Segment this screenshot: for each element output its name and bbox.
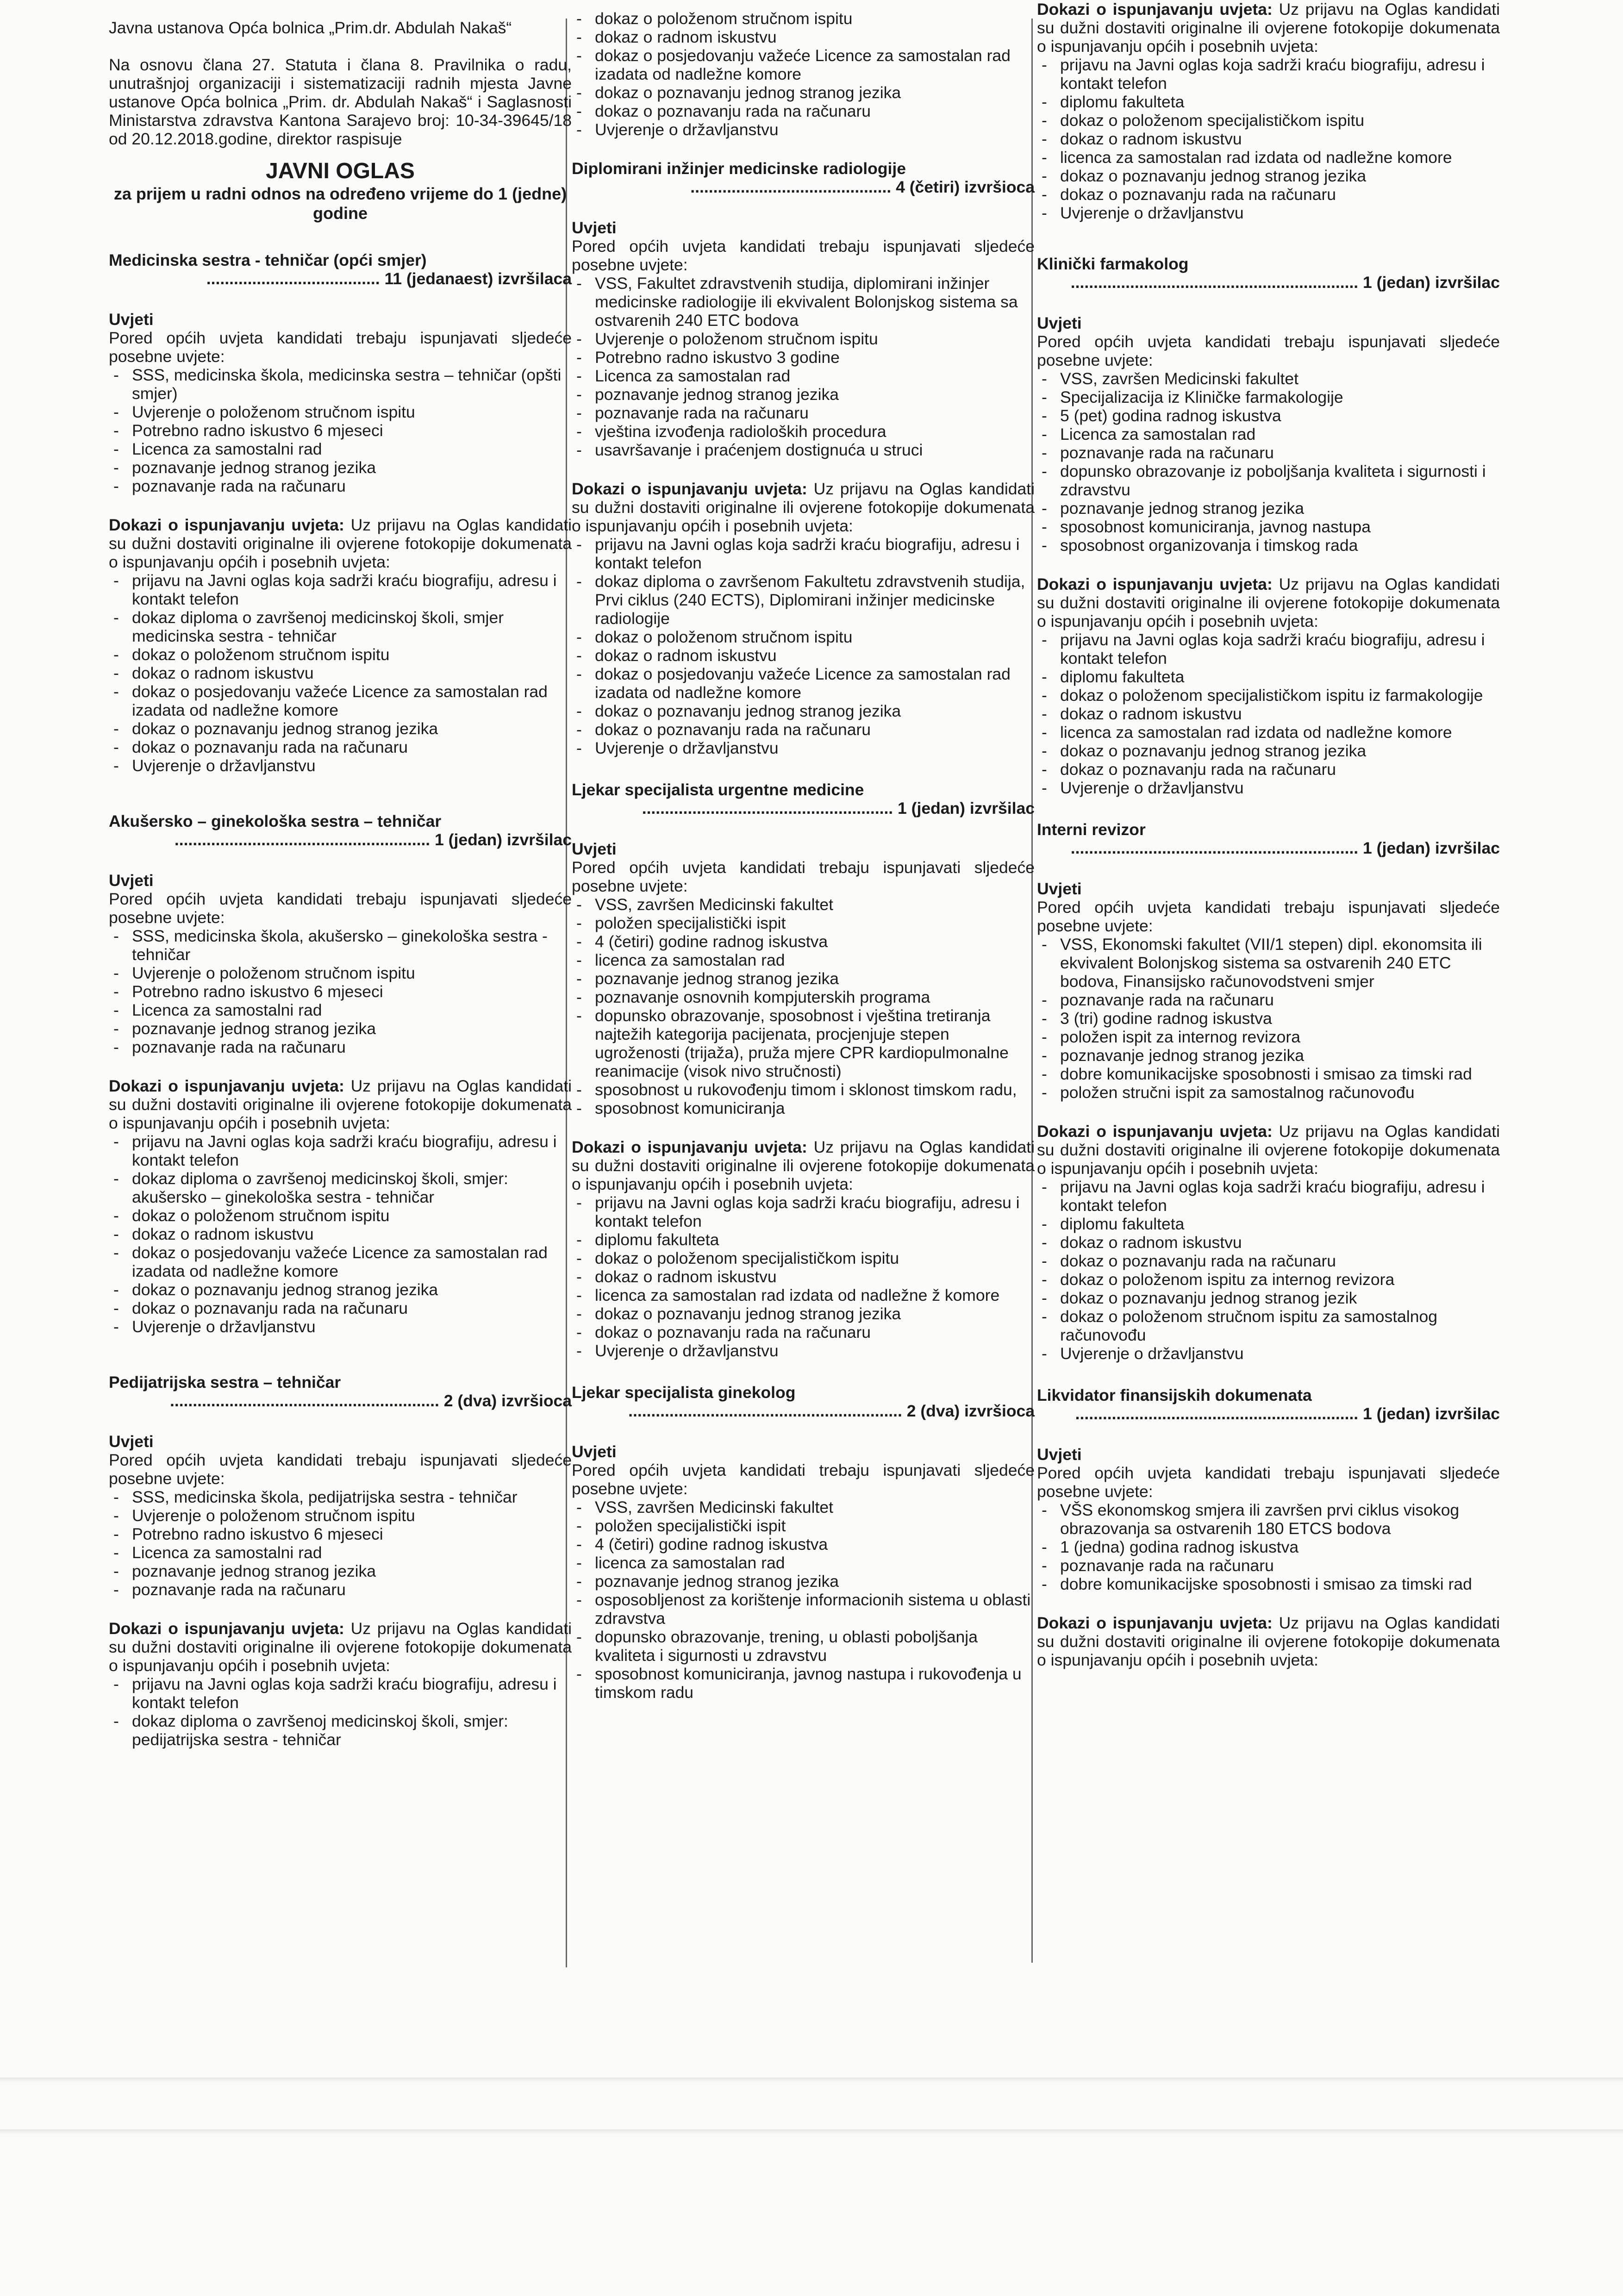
list-item: - dokaz o položenom stručnom ispitu [572,9,1035,28]
list-item: - dokaz o radnom iskustvu [572,28,1035,46]
list-item: - poznavanje jednog stranog jezika [1037,499,1500,518]
list-item: - sposobnost komuniciranja, javnog nastupa [1037,518,1500,536]
ad-subtitle: za prijem u radni odnos na određeno vrijeme do 1 (jedne) godine [113,184,567,223]
list-item: - dokaz o poznavanju jednog stranog jezika [1037,742,1500,760]
list-item: - 5 (pet) godina radnog iskustva [1037,406,1500,425]
list-item: - licenca za samostalan rad [572,951,1035,969]
list-item: - VŠS ekonomskog smjera ili završen prvi ciklus visokog obrazovanja sa ostvarenih 180 ETCS bodova [1037,1501,1500,1538]
list-item: - Uvjerenje o državljanstvu [109,1317,572,1336]
list-item: - dokaz o poznavanju jednog stranog jezika [1037,167,1500,185]
position-gynecologist [572,1383,1035,1702]
proofs-intro [109,516,572,571]
list-item: - dokaz diploma o završenom Fakultetu zdravstvenih studija, Prvi ciklus (240 ECTS), Diplomirani inžinjer medicinske radiologije [572,572,1035,628]
list-item: - diplomu fakulteta [1037,1215,1500,1233]
proofs-text: Uz prijavu na Oglas kandidati su dužni dostaviti originalne ili ovjerene fotokopije dokumenata o ispunjavanju općih i posebnih uvjeta: [1037,1122,1500,1178]
conditions-heading: Uvjeti [572,1442,617,1461]
list-item: - sposobnost u rukovođenju timom i sklonost timskom radu, [572,1080,1035,1099]
list-item: - položen specijalistički ispit [572,914,1035,932]
list-item: - poznavanje rada na računaru [109,1580,572,1599]
position-count: ........................................................ 1 (jedan) izvršilac [174,830,572,849]
proofs-intro-truncated [1037,1614,1500,1669]
list-item: - diplomu fakulteta [1037,668,1500,686]
ad-title: JAVNI OGLAS [266,159,415,183]
list-item: - dokaz o radnom iskustvu [1037,705,1500,723]
list-item: - poznavanje rada na računaru [109,477,572,495]
conditions-list [572,895,1035,1117]
list-item: - dokaz o položenom specijalističkom ispitu [1037,111,1500,130]
list-item: - dokaz o položenom stručnom ispitu [572,628,1035,646]
list-item: - Licenca za samostalni rad [109,1543,572,1562]
list-item: - Uvjerenje o državljanstvu [572,1341,1035,1360]
list-item: - dokaz o poznavanju jednog stranog jezika [572,83,1035,102]
proofs-text: Uz prijavu na Oglas kandidati su dužni dostaviti originalne ili ovjerene fotokopije dokumenata o ispunjavanju općih i posebnih uvjeta: [1037,1614,1500,1669]
position-financial-liquidator [1037,1386,1500,1669]
conditions-heading: Uvjeti [572,218,617,237]
position-title: Likvidator finansijskih dokumenata [1037,1386,1312,1404]
list-item: - dokaz o radnom iskustvu [1037,1233,1500,1252]
conditions-intro: Pored općih uvjeta kandidati trebaju ispunjavati sljedeće posebne uvjete: [572,237,1035,274]
list-item: - Uvjerenje o položenom stručnom ispitu [109,1506,572,1525]
list-item: - Uvjerenje o državljanstvu [1037,204,1500,222]
conditions-heading: Uvjeti [1037,314,1082,332]
list-item: - dokaz o položenom specijalističkom ispitu iz farmakologije [1037,686,1500,705]
list-item: - dobre komunikacijske sposobnosti i smisao za timski rad [1037,1065,1500,1083]
position-obstetric-nurse [109,812,572,1336]
list-item: - prijavu na Javni oglas koja sadrži kraću biografiju, adresu i kontakt telefon [109,571,572,608]
list-item: - Uvjerenje o državljanstvu [1037,1344,1500,1363]
list-item: - dokaz o poznavanju jednog stranog jezika [109,719,572,738]
conditions-list [109,1488,572,1599]
list-item: - prijavu na Javni oglas koja sadrži kraću biografiju, adresu i kontakt telefon [109,1675,572,1712]
position-count: ............................................................ 2 (dva) izvršioca [628,1402,1035,1420]
list-item: - sposobnost komuniciranja [572,1099,1035,1117]
legal-basis: Na osnovu člana 27. Statuta i člana 8. Pravilnika o radu, unutrašnjoj organizaciji i sistematizaciji radnih mjesta Javne ustanove Opća bolnica „Prim. dr. Abdulah Nakaš“ i Saglasnosti Ministarstva zdravstva Kantona Sarajevo broj: 10-34-39645/18 od 20.12.2018.godine, direktor raspisuje [109,56,572,148]
page-fold [0,2078,1623,2082]
list-item: - dopunsko obrazovanje iz poboljšanja kvaliteta i sigurnosti i zdravstvu [1037,462,1500,499]
list-item: - SSS, medicinska škola, pedijatrijska sestra - tehničar [109,1488,572,1506]
position-count: ............................................ 4 (četiri) izvršioca [690,178,1035,196]
conditions-list [572,1498,1035,1702]
list-item: - Specijalizacija iz Kliničke farmakologije [1037,388,1500,406]
position-radiology-engineer [572,159,1035,757]
list-item: - Licenca za samostalan rad [572,367,1035,385]
position-clinical-pharmacologist [1037,255,1500,797]
list-item: - Licenca za samostalni rad [109,440,572,458]
list-item: - poznavanje rada na računaru [1037,991,1500,1009]
list-item: - dokaz o radnom iskustvu [109,1225,572,1243]
list-item: - dokaz o poznavanju jednog stranog jezik [1037,1289,1500,1307]
conditions-heading: Uvjeti [109,1432,154,1451]
list-item: - poznavanje rada na računaru [109,1038,572,1056]
proofs-list [1037,56,1500,222]
proofs-text: Uz prijavu na Oglas kandidati su dužni dostaviti originalne ili ovjerene fotokopije dokumenata o ispunjavanju općih i posebnih uvjeta: [572,480,1035,535]
list-item: - 3 (tri) godine radnog iskustva [1037,1009,1500,1028]
list-item: - dokaz o radnom iskustvu [109,664,572,682]
proofs-list [109,571,572,775]
list-item: - vještina izvođenja radioloških procedura [572,422,1035,441]
list-item: - prijavu na Javni oglas koja sadrži kraću biografiju, adresu i kontakt telefon [572,535,1035,572]
proofs-text: Uz prijavu na Oglas kandidati su dužni dostaviti originalne ili ovjerene fotokopije dokumenata o ispunjavanju općih i posebnih uvjeta: [109,1619,572,1675]
list-item: - dobre komunikacijske sposobnosti i smisao za timski rad [1037,1575,1500,1593]
proofs-intro [1037,0,1500,56]
proofs-list [1037,1178,1500,1363]
proofs-text: Uz prijavu na Oglas kandidati su dužni dostaviti originalne ili ovjerene fotokopije dokumenata o ispunjavanju općih i posebnih uvjeta: [1037,0,1500,56]
list-item: - dokaz o posjedovanju važeće Licence za samostalan rad izadata od nadležne komore [572,46,1035,83]
conditions-intro: Pored općih uvjeta kandidati trebaju ispunjavati sljedeće posebne uvjete: [1037,332,1500,369]
list-item: - usavršavanje i praćenjem dostignuća u struci [572,441,1035,459]
list-item: - VSS, Fakultet zdravstvenih studija, diplomirani inžinjer medicinske radiologije ili ekvivalent Bolonjskog sistema sa ostvarenih 240 ETC bodova [572,274,1035,330]
list-item: - poznavanje jednog stranog jezika [572,385,1035,404]
list-item: - dokaz o poznavanju jednog stranog jezika [572,702,1035,720]
list-item: - dokaz o poznavanju rada na računaru [1037,185,1500,204]
list-item: - dokaz o položenom specijalističkom ispitu [572,1249,1035,1267]
column-1 [109,19,572,1749]
list-item: - Licenca za samostalni rad [109,1001,572,1019]
column-3 [1037,0,1500,1669]
institution-name: Javna ustanova Opća bolnica „Prim.dr. Abdulah Nakaš“ [109,19,512,37]
list-item: - položen ispit za internog revizora [1037,1028,1500,1046]
conditions-heading: Uvjeti [1037,880,1082,898]
list-item: - poznavanje rada na računaru [1037,443,1500,462]
list-item: - Potrebno radno iskustvo 6 mjeseci [109,421,572,440]
proofs-label: Dokazi o ispunjavanju uvjeta: [572,1138,807,1156]
list-item: - dokaz o poznavanju jednog stranog jezika [572,1304,1035,1323]
list-item: - Uvjerenje o položenom stručnom ispitu [109,964,572,982]
conditions-heading: Uvjeti [109,871,154,890]
list-item: - Uvjerenje o državljanstvu [572,120,1035,139]
conditions-list [572,274,1035,459]
list-item: - dokaz o položenom stručnom ispitu [109,645,572,664]
list-item: - poznavanje rada na računaru [572,404,1035,422]
proofs-list [109,1675,572,1749]
list-item: - SSS, medicinska škola, medicinska sestra – tehničar (opšti smjer) [109,366,572,403]
conditions-heading: Uvjeti [1037,1445,1082,1464]
list-item: - dopunsko obrazovanje, trening, u oblasti poboljšanja kvaliteta i sigurnosti u zdravstvu [572,1628,1035,1665]
position-title: Diplomirani inžinjer medicinske radiologije [572,159,906,178]
conditions-heading: Uvjeti [572,840,617,858]
list-item: - dokaz o položenom ispitu za internog revizora [1037,1270,1500,1289]
list-item: - licenca za samostalan rad izdata od nadležne komore [1037,723,1500,742]
proofs-intro [109,1619,572,1675]
list-item: - poznavanje jednog stranog jezika [109,1562,572,1580]
list-item: - 4 (četiri) godine radnog iskustva [572,932,1035,951]
list-item: - Licenca za samostalan rad [1037,425,1500,443]
list-item: - prijavu na Javni oglas koja sadrži kraću biografiju, adresu i kontakt telefon [1037,1178,1500,1215]
list-item: - poznavanje osnovnih kompjuterskih programa [572,988,1035,1006]
position-title: Interni revizor [1037,820,1146,839]
proofs-label: Dokazi o ispunjavanju uvjeta: [572,480,807,498]
conditions-intro: Pored općih uvjeta kandidati trebaju ispunjavati sljedeće posebne uvjete: [109,329,572,366]
proofs-intro [109,1077,572,1132]
proofs-intro [572,480,1035,535]
list-item: - VSS, završen Medicinski fakultet [1037,369,1500,388]
list-item: - licenca za samostalan rad [572,1554,1035,1572]
list-item: - dokaz diploma o završenoj medicinskoj školi, smjer: akušersko – ginekološka sestra - tehničar [109,1169,572,1206]
list-item: - Uvjerenje o državljanstvu [572,739,1035,757]
conditions-list [1037,935,1500,1102]
list-item: - dokaz o poznavanju rada na računaru [109,1299,572,1317]
list-item: - diplomu fakulteta [572,1230,1035,1249]
proofs-label: Dokazi o ispunjavanju uvjeta: [1037,575,1273,593]
list-item: - VSS, završen Medicinski fakultet [572,1498,1035,1516]
list-item: - VSS, Ekonomski fakultet (VII/1 stepen) dipl. ekonomsita ili ekvivalent Bolonjskog sistema sa ostvarenih 240 ETC bodova, Finansijsko računovodstveni smjer [1037,935,1500,991]
list-item: - SSS, medicinska škola, akušersko – ginekološka sestra - tehničar [109,927,572,964]
list-item: - Potrebno radno iskustvo 6 mjeseci [109,982,572,1001]
list-item: - dokaz o radnom iskustvu [572,1267,1035,1286]
list-item: - dokaz o radnom iskustvu [572,646,1035,665]
list-item: - poznavanje jednog stranog jezika [1037,1046,1500,1065]
position-count: ........................................................... 2 (dva) izvršioca [169,1391,572,1410]
list-item: - dokaz o poznavanju jednog stranog jezika [109,1280,572,1299]
conditions-intro: Pored općih uvjeta kandidati trebaju ispunjavati sljedeće posebne uvjete: [572,1461,1035,1498]
list-item: - dokaz o posjedovanju važeće Licence za samostalan rad izadata od nadležne komore [572,665,1035,702]
list-item: - diplomu fakulteta [1037,93,1500,111]
proofs-label: Dokazi o ispunjavanju uvjeta: [1037,0,1273,19]
list-item: - dokaz o poznavanju rada na računaru [1037,1252,1500,1270]
conditions-list [1037,1501,1500,1593]
position-title: Akušersko – ginekološka sestra – tehničar [109,812,442,830]
position-count: ....................................................... 1 (jedan) izvršilac [642,799,1035,817]
list-item: - dokaz o položenom stručnom ispitu [109,1206,572,1225]
list-item: - Uvjerenje o položenom stručnom ispitu [109,403,572,421]
list-item: - dopunsko obrazovanje, sposobnost i vještina tretiranja najtežih kategorija pacijenata, procjenjuje stepen ugroženosti (trijaža), pruža mjere CPR kardiopulmonalne reanimacije (visok nivo stručnosti) [572,1006,1035,1080]
proofs-label: Dokazi o ispunjavanju uvjeta: [1037,1614,1273,1632]
conditions-list [109,927,572,1056]
list-item: - poznavanje jednog stranog jezika [109,1019,572,1038]
list-item: - licenca za samostalan rad izdata od nadležne komore [1037,148,1500,167]
proofs-list [109,1132,572,1336]
position-count: ............................................................... 1 (jedan) izvršilac [1070,839,1500,857]
position-title: Klinički farmakolog [1037,255,1189,273]
list-item: - prijavu na Javni oglas koja sadrži kraću biografiju, adresu i kontakt telefon [109,1132,572,1169]
position-title: Ljekar specijalista urgentne medicine [572,780,864,799]
proofs-label: Dokazi o ispunjavanju uvjeta: [109,516,344,534]
position-title: Pedijatrijska sestra – tehničar [109,1373,341,1391]
list-item: - dokaz o poznavanju rada na računaru [572,102,1035,120]
list-item: - Potrebno radno iskustvo 3 godine [572,348,1035,367]
conditions-intro: Pored općih uvjeta kandidati trebaju ispunjavati sljedeće posebne uvjete: [1037,1464,1500,1501]
conditions-list [109,366,572,495]
list-item: - poznavanje jednog stranog jezika [572,1572,1035,1591]
proofs-intro [572,1138,1035,1193]
position-title: Medicinska sestra - tehničar (opći smjer) [109,251,427,269]
list-item: - Uvjerenje o državljanstvu [1037,779,1500,797]
position-pediatric-nurse [109,1373,572,1749]
list-item: - Uvjerenje o položenom stručnom ispitu [572,330,1035,348]
position-emergency-doctor [572,780,1035,1360]
list-item: - prijavu na Javni oglas koja sadrži kraću biografiju, adresu i kontakt telefon [572,1193,1035,1230]
position-count: ...................................... 11 (jedanaest) izvršilaca [206,269,572,288]
proofs-label: Dokazi o ispunjavanju uvjeta: [1037,1122,1273,1141]
list-item: - položen stručni ispit za samostalnog računovođu [1037,1083,1500,1102]
position-nurse-general [109,251,572,775]
list-item: - dokaz diploma o završenoj medicinskoj školi, smjer medicinska sestra - tehničar [109,608,572,645]
list-item: - položen specijalistički ispit [572,1516,1035,1535]
conditions-intro: Pored općih uvjeta kandidati trebaju ispunjavati sljedeće posebne uvjete: [1037,898,1500,935]
list-item: - VSS, završen Medicinski fakultet [572,895,1035,914]
conditions-intro: Pored općih uvjeta kandidati trebaju ispunjavati sljedeće posebne uvjete: [109,1451,572,1488]
list-item: - dokaz diploma o završenoj medicinskoj školi, smjer: pedijatrijska sestra - tehničar [109,1712,572,1749]
list-item: - dokaz o radnom iskustvu [1037,130,1500,148]
list-item: - poznavanje jednog stranog jezika [109,458,572,477]
list-item: - sposobnost komuniciranja, javnog nastupa i rukovođenja u timskom radu [572,1665,1035,1702]
proofs-list [572,1193,1035,1360]
list-item: - licenca za samostalan rad izdata od nadležne ž komore [572,1286,1035,1304]
proofs-label: Dokazi o ispunjavanju uvjeta: [109,1077,344,1095]
list-item: - prijavu na Javni oglas koja sadrži kraću biografiju, adresu i kontakt telefon [1037,56,1500,93]
proofs-intro [1037,1122,1500,1178]
proofs-intro [1037,575,1500,630]
list-item: - prijavu na Javni oglas koja sadrži kraću biografiju, adresu i kontakt telefon [1037,630,1500,668]
list-item: - dokaz o poznavanju rada na računaru [572,720,1035,739]
position-internal-auditor [1037,820,1500,1363]
proofs-text: Uz prijavu na Oglas kandidati su dužni dostaviti originalne ili ovjerene fotokopije dokumenata o ispunjavanju općih i posebnih uvjeta: [572,1138,1035,1193]
proofs-list [572,535,1035,757]
column-2 [572,9,1035,1702]
position-count: .............................................................. 1 (jedan) izvršilac [1075,1404,1500,1423]
continued-proofs-list [572,9,1035,139]
list-item: - 4 (četiri) godine radnog iskustva [572,1535,1035,1554]
list-item: - dokaz o poznavanju rada na računaru [572,1323,1035,1341]
conditions-intro: Pored općih uvjeta kandidati trebaju ispunjavati sljedeće posebne uvjete: [109,890,572,927]
position-count: ............................................................... 1 (jedan) izvršilac [1070,273,1500,292]
proofs-label: Dokazi o ispunjavanju uvjeta: [109,1619,344,1638]
list-item: - dokaz o posjedovanju važeće Licence za samostalan rad izadata od nadležne komore [109,682,572,719]
list-item: - dokaz o poznavanju rada na računaru [1037,760,1500,779]
list-item: - osposobljenost za korištenje informacionih sistema u oblasti zdravstva [572,1591,1035,1628]
position-title: Ljekar specijalista ginekolog [572,1383,796,1402]
list-item: - sposobnost organizovanja i timskog rada [1037,536,1500,555]
proofs-text: Uz prijavu na Oglas kandidati su dužni dostaviti originalne ili ovjerene fotokopije dokumenata o ispunjavanju općih i posebnih uvjeta: [109,1077,572,1132]
proofs-list [1037,630,1500,797]
conditions-intro: Pored općih uvjeta kandidati trebaju ispunjavati sljedeće posebne uvjete: [572,858,1035,895]
conditions-heading: Uvjeti [109,310,154,329]
list-item: - dokaz o posjedovanju važeće Licence za samostalan rad izadata od nadležne komore [109,1243,572,1280]
page-fold [0,2129,1623,2134]
list-item: - dokaz o položenom stručnom ispitu za samostalnog računovođu [1037,1307,1500,1344]
list-item: - Potrebno radno iskustvo 6 mjeseci [109,1525,572,1543]
proofs-text: Uz prijavu na Oglas kandidati su dužni dostaviti originalne ili ovjerene fotokopije dokumenata o ispunjavanju općih i posebnih uvjeta: [1037,575,1500,630]
list-item: - 1 (jedna) godina radnog iskustva [1037,1538,1500,1556]
proofs-text: Uz prijavu na Oglas kandidati su dužni dostaviti originalne ili ovjerene fotokopije dokumenata o ispunjavanju općih i posebnih uvjeta: [109,516,572,571]
list-item: - poznavanje jednog stranog jezika [572,969,1035,988]
list-item: - poznavanje rada na računaru [1037,1556,1500,1575]
conditions-list [1037,369,1500,555]
list-item: - dokaz o poznavanju rada na računaru [109,738,572,756]
list-item: - Uvjerenje o državljanstvu [109,756,572,775]
